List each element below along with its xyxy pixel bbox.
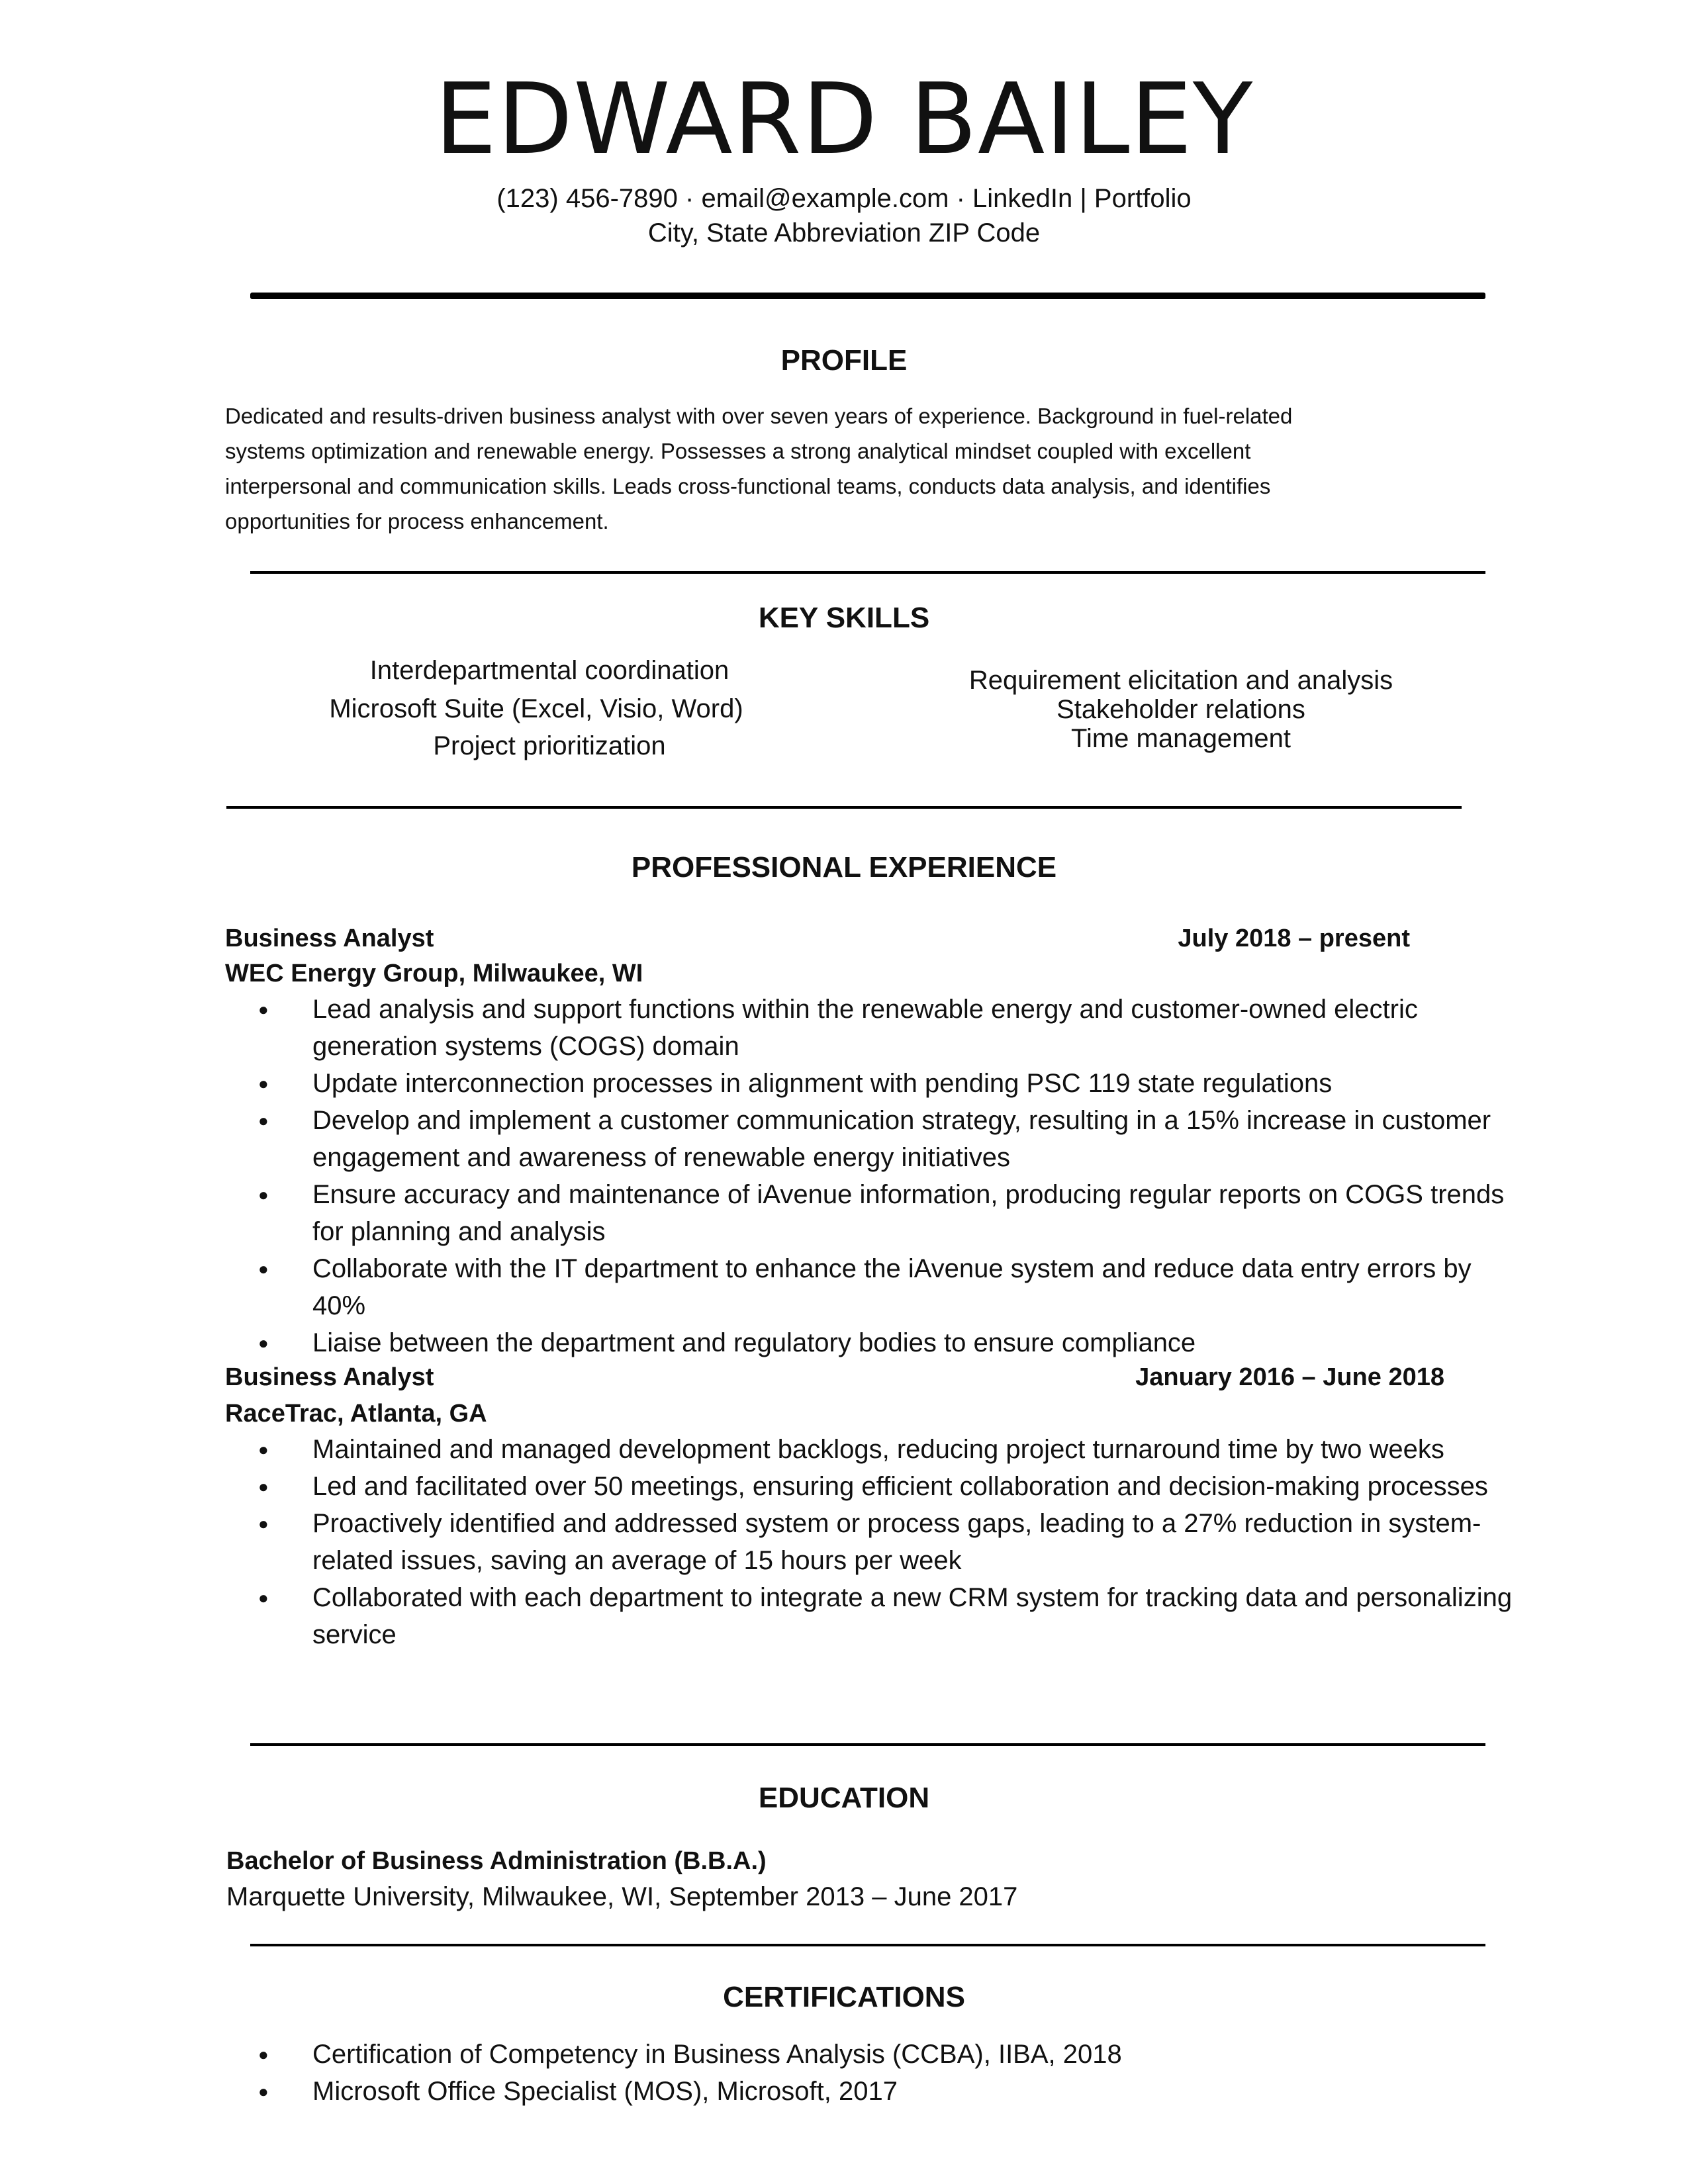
education-heading: EDUCATION <box>758 1782 930 1814</box>
header-divider <box>250 293 1485 299</box>
list-item: ● Collaborated with each department to integrate a new CRM system for tracking data and personalizing service <box>258 1579 1529 1653</box>
job-bullets <box>258 991 1529 1361</box>
contact-line: (123) 456-7890 · email@example.com · LinkedIn | Portfolio <box>496 184 1192 213</box>
experience-heading: PROFESSIONAL EXPERIENCE <box>631 851 1057 884</box>
job-title: Business Analyst <box>225 1363 434 1391</box>
list-item: ● Ensure accuracy and maintenance of iAvenue information, producing regular reports on COGS trends for planning and analysis <box>258 1176 1529 1250</box>
skill-item: Project prioritization <box>433 731 666 760</box>
list-item: ● Develop and implement a customer communication strategy, resulting in a 15% increase in customer engagement and awareness of renewable energy initiatives <box>258 1102 1529 1176</box>
education-divider <box>250 1944 1485 1946</box>
list-item: ● Certification of Competency in Business Analysis (CCBA), IIBA, 2018 <box>258 2036 1529 2073</box>
certification-list <box>258 2036 1529 2110</box>
profile-line: interpersonal and communication skills. Leads cross-functional teams, conducts data analysis, and identifies <box>225 474 1271 498</box>
candidate-name: EDWARD BAILEY <box>434 62 1254 176</box>
job-dates: January 2016 – June 2018 <box>1135 1363 1444 1391</box>
profile-line: systems optimization and renewable energy. Possesses a strong analytical mindset coupled with excellent <box>225 439 1251 463</box>
skill-item: Time management <box>1071 724 1291 753</box>
job-company: RaceTrac, Atlanta, GA <box>225 1400 487 1428</box>
profile-divider <box>250 571 1485 574</box>
profile-heading: PROFILE <box>780 344 908 377</box>
key-skills-heading: KEY SKILLS <box>758 602 930 634</box>
list-item: ● Update interconnection processes in alignment with pending PSC 119 state regulations <box>258 1065 1529 1102</box>
list-item: ● Microsoft Office Specialist (MOS), Microsoft, 2017 <box>258 2073 1529 2110</box>
experience-divider <box>250 1743 1485 1746</box>
list-item: ● Collaborate with the IT department to enhance the iAvenue system and reduce data entry errors by 40% <box>258 1250 1529 1324</box>
education-detail: Marquette University, Milwaukee, WI, September 2013 – June 2017 <box>226 1882 1018 1911</box>
list-item: ● Liaise between the department and regulatory bodies to ensure compliance <box>258 1324 1529 1361</box>
job-company: WEC Energy Group, Milwaukee, WI <box>225 960 643 987</box>
location-line: City, State Abbreviation ZIP Code <box>647 218 1041 248</box>
profile-line: opportunities for process enhancement. <box>225 509 609 533</box>
list-item: ● Proactively identified and addressed system or process gaps, leading to a 27% reduction in system-related issues, saving an average of 15 hours per week <box>258 1505 1529 1579</box>
job-dates: July 2018 – present <box>1178 925 1410 952</box>
list-item: ● Maintained and managed development backlogs, reducing project turnaround time by two weeks <box>258 1431 1529 1468</box>
skill-item: Microsoft Suite (Excel, Visio, Word) <box>329 694 743 723</box>
list-item: ● Led and facilitated over 50 meetings, ensuring efficient collaboration and decision-making processes <box>258 1468 1529 1505</box>
job-title: Business Analyst <box>225 925 434 952</box>
certifications-heading: CERTIFICATIONS <box>723 1981 965 2013</box>
skills-divider <box>226 806 1462 809</box>
list-item: ● Lead analysis and support functions within the renewable energy and customer-owned electric generation systems (COGS) domain <box>258 991 1529 1065</box>
skill-item: Interdepartmental coordination <box>369 656 729 685</box>
profile-summary <box>225 398 1403 539</box>
degree: Bachelor of Business Administration (B.B.A.) <box>226 1847 767 1875</box>
skill-item: Stakeholder relations <box>1056 695 1305 724</box>
skill-item: Requirement elicitation and analysis <box>968 666 1393 695</box>
job-bullets <box>258 1431 1529 1653</box>
profile-line: Dedicated and results-driven business analyst with over seven years of experience. Background in fuel-related <box>225 404 1293 428</box>
